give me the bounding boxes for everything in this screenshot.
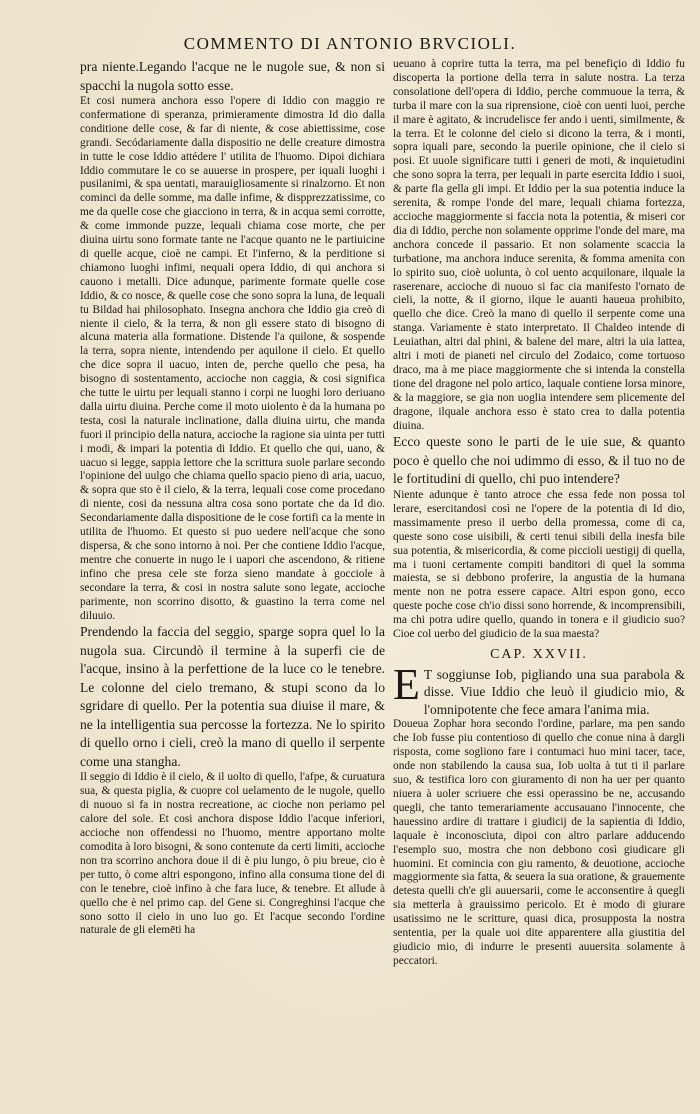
chapter-verse — [393, 659, 685, 719]
chapter-heading: CAP. XXVII. — [490, 646, 588, 662]
chapter-verse-text: T soggiunse Iob, pigliando una sua parabola & disse. Viue Iddio che leuò il giudicio mio, & l'omnipotente che fece amara l'anima mia. — [423, 666, 685, 717]
right-column — [393, 58, 685, 1073]
commentary-paragraph: Niente adunque è tanto atroce che essa fede non possa tol lerare, esercitandosi così ne l'opere de la potentia di Id dio, massimamente preso il uerbo della promessa, come di ca, queste sono cose uisibili, & certi tenui sibili della inesfa bile sua potentia, & misericordia, & come piccioli uestigij di quella, ma i tuoni certamente compiti banditori di quel la somma maiesta, se si debbono proferire, la angustia de la humana mente non ne potra essere capace. Altri espon gono, ecco queste poche cose ch'io dissi sono horrende, & incomprensibili, ma chi potra udire quello, quando in tonera e il giudicio suo? Cioe col uerbo del giudicio de la sua maesta? — [393, 488, 685, 641]
commentary-paragraph: Doueua Zophar hora secondo l'ordine, parlare, ma pen sando che Iob fusse piu contentioso di quello che conue nina à dargli risposta, come sogliono fare i contumaci huo mini tacer, tace, onde non stabilendo la causa sua, Iob uolta à tut ti il parlare suo, & testifica loro con giuramento di non ha uer per quanto niuera à uoler scriuere che essi operassino be ne, accusando quegli, che tanto temerariamente accusauano l'innocente, che hauessino ardire di trattare i giudicij de la sapientia di Iddio, laquale è inconosciuta, dipoi con altro parlare adducendo l'esemplo suo, mostra che non debbono così giudicare gli huomini. Et comincia con giu ramento, & deuotione, accioche maggiormente sia fatta, & seuera la sua oratione, & grauemente detesta quelli ch'e gli auuersarii, come le acconsentire à quegli sia metterla à grauissimo pericolo. Et è modo di giurare usatissimo ne le scritture, quasi dica, prosupposta la nostra sententia, per la quale uoi dite apparentere alla giustitia del giudicio mio, di indurre le presenti auuersita solamente à peccatori. — [393, 718, 685, 967]
verse-paragraph: Prendendo la faccia del seggio, sparge sopra quel lo la nugola sua. Circundò il termine à la superfi cie de l'acque, insino à la perfettione de la luce co le tenebre. Le colonne del cielo tremano, & stupi scono da lo sgridare di quello. Per la potentia sua diuise il mare, & ne la intelligentia sua percosse la fortezza. Ne lo spirito di quello orno i cieli, creò la mano di quello il serpente come una stangha. — [80, 624, 385, 769]
running-header: COMMENTO DI ANTONIO BRVCIOLI. — [183, 34, 517, 53]
verse-paragraph: Ecco queste sono le parti de le uie sue, & quanto poco è quello che noi udimmo di esso, & il tuo no de le fortitudini di quello, chi puo intendere? — [393, 434, 685, 487]
left-column — [80, 58, 385, 1073]
verse-paragraph: pra niente.Legando l'acque ne le nugole sue, & non si spacchi la nugola sotto esse. — [80, 59, 385, 93]
commentary-paragraph: ueuano à coprire tutta la terra, ma pel benefiçio di Iddio fu discoperta la portione della terra in salute nostra. La terza consolatione dell'opera di Iddio, perche commuoue la terra, & turba il mare con la sua riprensione, cioè con uenti luoi, perche il mare è agitato, & incrudelisce fer ando i uenti, similmente, & la terra. Et le colonne del cielo si dicono la terra, & i monti, sopra iquali pare, secondo la puerile opinione, che il cielo si posi. Et uuole significare tutti i generi de moti, & inquietudini che sono sopra la terra, per lequali in parte esercita Iddio i suoi, & parte fla gella gli impi. Et Iddio per la sua potentia induce la serenita, & rompe l'onde del mare, lequali chiama fortezza, accioche maggiormente si faccia nota la potentia, & miseri cor dia di Iddio, perche non solamente opprime l'onde del mare, ma anchora concede il passario. Et non solamente scaccia la turbatione, ma anchora induce serenita, & fomma amenita con lo spirito suo, cioè uolunta, ò col uento acquilonare, ilquale la raserenare, accioche di nuouo si fac cia manifesto l'ornato de cieli, la notte, & il giorno, ilque le auanti haueua prohibito, quello che dice. Creò la mano di quello il serpente come una stanga. Variamente è stato interpretato. Il Chaldeo intende di Leuiathan, altri dal phini, & balene del mare, altri la uia lattea, altri i moti de pianeti nel circulo del Zodaico, come tortuoso draco, ma à me piace maggiormente che si intenda la constella tione del dragone nel polo artico, laquale contiene lorsa minore, & la maggiore, se gia non uoglia intendere sem plicemente del dragone, ilquale anchora esso è stato crea to dalla potentia diuina. — [393, 58, 685, 432]
drop-cap: E — [393, 659, 420, 709]
commentary-paragraph: Il seggio di Iddio è il cielo, & il uolto di quello, l'afpe, & curuatura sua, & questa piglia, & cuopre col uelamento de le nugole, quello di nuouo si fa in nostra recreatione, ac cioche non periamo pel calore del sole. Et cosi anchora dispose Iddio l'acque inferiori, accioche non offendessi no l'huomo, mentre apportano molte comodita à loro bisogni, & sono contenute da certi limiti, accioche non tra scorrino anchora doue il di è piu lungo, ò piu breue, cio è per tutto, ò come altri espongono, infino alla consuma tione del di con le tenebre, cioè infino à che fara luce, & tenebre. Et allude à quello che è nel primo cap. del Gene si. Congreghinsi l'acque che sono sotto il cielo in uno luo go. Et l'acque secondo l'ordine naturale de gli elemēti ha — [80, 771, 385, 937]
commentary-paragraph: Et cosi numera anchora esso l'opere di Iddio con maggio re confermatione di speranza, primieramente dimostra Id dio dalla conditione delle cose, & far di niente, & cose abiettissime, cose grandi. Secódariamente dalla dispositio ne delle creature dimostra in tutte le cose Iddio attédere l' utilita de l'huomo. Dipoi dichiara Iddio commutare le co se auuerse in prospere, per iquali luoghi i pusilanimi, & spa uentati, marauigliosamente si rinalzorno. Et non cominci da delle somme, ma dalle infime, & dispprezzatissime, co me da quelle cose che giacciono in terra, & in acqua semi corrotte, & come immonde puzze, lequali chiama cose morte, che per diuina uirtu sono formate tante ne l'acque quanto ne le partiuicine di quelle acque, cioè ne campi. Et l'inferno, & la perditione si chiamono luoghi infimi, nequali opera Iddio, di qui anchora si cauono i metalli. Dice adunque, parimente formate quelle cose Iddio, & co nosce, & quelle cose che sono sopra la luna, de lequali tu Bildad hai philosophato. Insegna anchora che Iddio gia creò di niente il cielo, & la terra, & non gli essere stato di bisogno di alcuna materia alla formatione. Distende l'a quilone, & sospende la terra, sopra niente, intendendo per aquilone il cielo. Et quello che dice sopra il uacuo, inten de, perche quello che pesa, ha bisogno di sostentamento, accioche non caggia, & cosi significa che tutte le uirtu per lequali stanno i corpi ne luoghi loro deriuano dalla uirtu diuina. Perche come il moto uiolento è da la humana po testa, cosi la naturale inclinatione, dalla diuina uirtu, che manda fuori il principio della natura, accioche la ragione sia uinta per tutti i modi, & impari la potentia di Iddio. Et quello che qui, uano, & uacuo si legge, sappia lettore che la scrittura suole parlare secondo l'opinione del uulgo che chiama quello spacio pieno di aria, uacuo, & sopra que sto è il cielo, & la terra, lequali cose come procedano di niente, cosi da nessuna altra cosa sono portate che da Id dio. Secondariamente dalla dispositione de le cose fortifi ca la mente in utilita de l'huomo. Et questo si puo uedere nell'acque che sono dispersa, & che sono intorno à noi. Per che contiene Iddio l'acque, mentre che conuerte in nugo le i uapori che ascendono, & ritiene infino che presa cele ste forza sieno mandate à gocciole à secondare la terra, & cosi in nostra salute sono legate, accioche parimente, non scorrino disotto, & guastino la terra come nel diluuio. — [80, 95, 385, 622]
